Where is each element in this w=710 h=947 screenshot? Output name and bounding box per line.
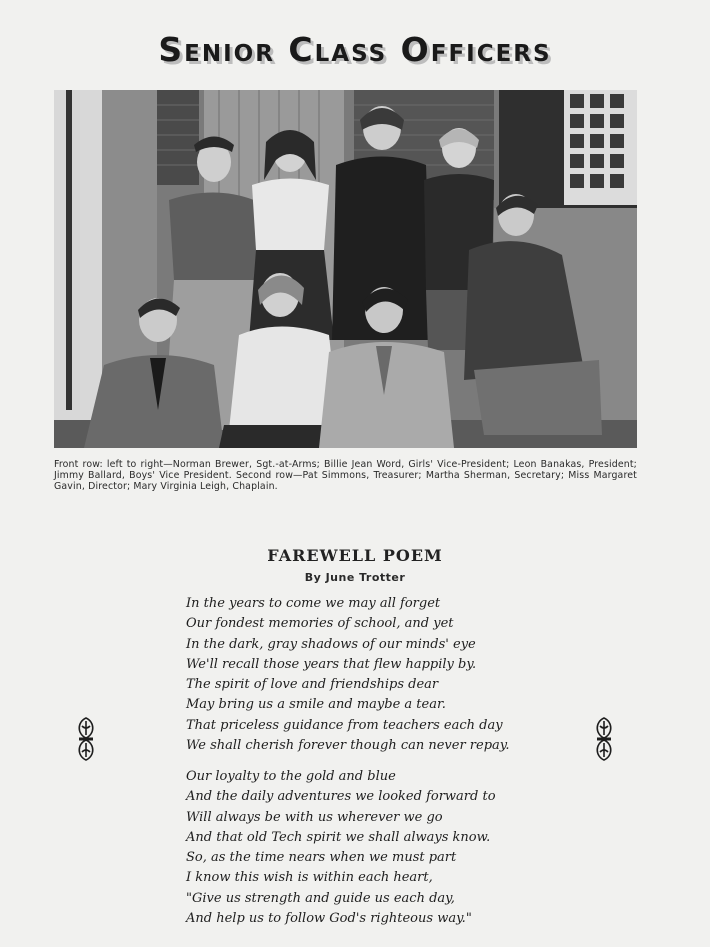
photo-caption: Front row: left to right—Norman Brewer, Sgt.-at-Arms; Billie Jean Word, Girls' Vice-President; Leon Banakas, President; Jimmy Ballard, Boys' Vice President. Second row—Pat Simmons, Treasurer; Martha Sherman, Secretary; Miss Margaret Gavin, Director; Mary Virginia Leigh, Chaplain. <box>54 459 637 492</box>
fleuron-ornament-icon <box>593 716 615 762</box>
poem-line: Our loyalty to the gold and blue <box>186 769 396 784</box>
poem-stanza-2 <box>186 767 516 929</box>
poem-line: And help us to follow God's righteous way." <box>186 911 472 927</box>
poem-line: I know this wish is within each heart, <box>186 870 433 886</box>
poem-line: Our fondest memories of school, and yet <box>186 616 454 632</box>
poem-line: In the dark, gray shadows of our minds' eye <box>186 636 476 652</box>
poem-line: "Give us strength and guide us each day, <box>186 890 455 906</box>
poem-line: So, as the time nears when we must part <box>186 850 457 866</box>
group-photo <box>54 90 637 448</box>
poem-line: And that old Tech spirit we shall always know. <box>186 829 491 845</box>
poem-line: In the years to come we may all forget <box>186 596 441 611</box>
fleuron-ornament-icon <box>75 716 97 762</box>
poem-line: That priceless guidance from teachers each day <box>186 717 503 733</box>
poem-line: We'll recall those years that flew happily by. <box>186 656 477 672</box>
poem-title: FAREWELL POEM <box>267 546 443 565</box>
page-title: Senior Class Officers <box>158 30 552 69</box>
poem-line: And the daily adventures we looked forward to <box>186 789 496 805</box>
poem-author: By June Trotter <box>304 571 406 584</box>
poem-line: May bring us a smile and maybe a tear. <box>186 697 446 713</box>
poem-line: We shall cherish forever though can never repay. <box>186 738 510 754</box>
poem-line: Will always be with us wherever we go <box>186 809 443 825</box>
poem-stanza-1 <box>186 594 516 756</box>
poem-line: The spirit of love and friendships dear <box>186 677 439 693</box>
